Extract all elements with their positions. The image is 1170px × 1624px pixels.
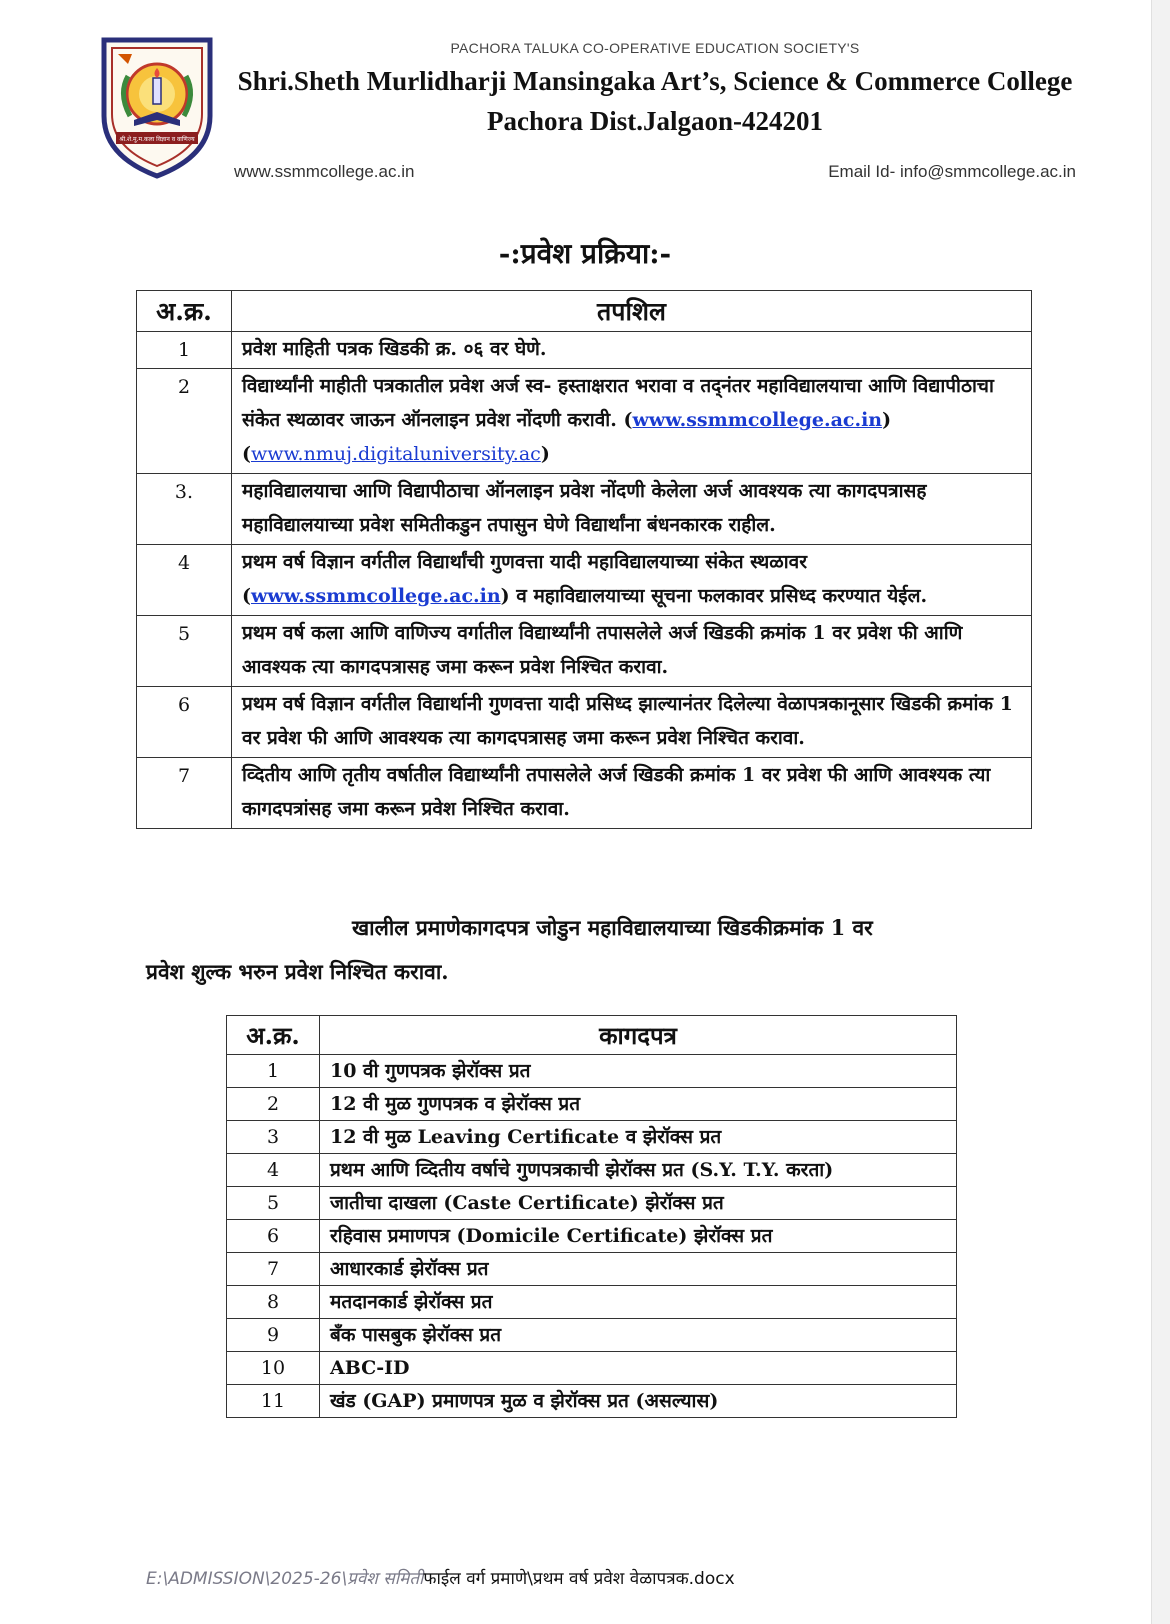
college-website-link[interactable]: www.ssmmcollege.ac.in xyxy=(632,409,883,431)
row-text: प्रथम वर्ष कला आणि वाणिज्य वर्गातील विद्यार्थ्यांनी तपासलेले अर्ज खिडकी क्रमांक 1 वर प्रवेश फी आणि आवश्यक त्या कागदपत्रासह जमा करून प्रवेश निश्चित करावा. xyxy=(232,616,1032,687)
admission-steps-table xyxy=(136,290,1032,829)
society-name: PACHORA TALUKA CO-OPERATIVE EDUCATION SOCIETY'S xyxy=(450,40,860,56)
email-address[interactable]: Email Id- info@smmcollege.ac.in xyxy=(828,162,1076,181)
row-number: 6 xyxy=(227,1220,320,1253)
college-logo xyxy=(98,32,216,182)
row-text-end: ) xyxy=(540,443,550,465)
row-text-mid: ) ( xyxy=(242,409,892,465)
table-row xyxy=(227,1385,957,1418)
table-row xyxy=(227,1220,957,1253)
row-text: बँक पासबुक झेरॉक्स प्रत xyxy=(320,1319,957,1352)
row-number: 5 xyxy=(137,616,232,687)
row-text-body: विद्यार्थ्यांनी माहीती पत्रकातील प्रवेश अर्ज स्व- हस्ताक्षरात भरावा व तद्नंतर महाविद्यालयाचा आणि विद्यापीठाचा संकेत स्थळावर जाऊन ऑनलाइन प्रवेश नोंदणी करावी. ( xyxy=(242,375,994,431)
table-row xyxy=(227,1088,957,1121)
svg-text:श्री.शे.मु.म.कला विज्ञान व वाण: श्री.शे.मु.म.कला विज्ञान व वाणिज्य xyxy=(119,136,195,143)
row-number: 11 xyxy=(227,1385,320,1418)
instruction-line-2: प्रवेश शुल्क भरुन प्रवेश निश्चित करावा. xyxy=(146,959,449,984)
row-number: 10 xyxy=(227,1352,320,1385)
row-text: व्दितीय आणि तृतीय वर्षातील विद्यार्थ्यांनी तपासलेले अर्ज खिडकी क्रमांक 1 वर प्रवेश फी आणि आवश्यक त्या कागदपत्रांसह जमा करून प्रवेश निश्चित करावा. xyxy=(232,758,1032,829)
table-row xyxy=(227,1253,957,1286)
col-header-details: तपशिल xyxy=(232,291,1032,332)
table-row xyxy=(227,1121,957,1154)
col-header-serial: अ.क्र. xyxy=(137,291,232,332)
college-website-link[interactable]: www.ssmmcollege.ac.in xyxy=(251,585,501,607)
col-header-serial: अ.क्र. xyxy=(227,1016,320,1055)
table-row xyxy=(227,1319,957,1352)
row-number: 3. xyxy=(137,474,232,545)
row-text: आधारकार्ड झेरॉक्स प्रत xyxy=(320,1253,957,1286)
table-row xyxy=(137,616,1032,687)
college-name: Shri.Sheth Murlidharji Mansingaka Art’s, Science & Commerce College xyxy=(237,66,1073,96)
row-number: 6 xyxy=(137,687,232,758)
table-row xyxy=(137,545,1032,616)
row-text-body: प्रथम वर्ष विज्ञान वर्गतील विद्यार्थांची गुणवत्ता यादी महाविद्यालयाच्या संकेत स्थळावर ( xyxy=(242,551,807,607)
table-row xyxy=(227,1352,957,1385)
row-text: 12 वी मुळ गुणपत्रक व झेरॉक्स प्रत xyxy=(320,1088,957,1121)
row-text-end: ) व महाविद्यालयाच्या सूचना फलकावर प्रसिध्द करण्यात येईल. xyxy=(500,585,928,607)
table-row xyxy=(227,1055,957,1088)
row-text: खंड (GAP) प्रमाणपत्र मुळ व झेरॉक्स प्रत (असल्यास) xyxy=(320,1385,957,1418)
row-number: 7 xyxy=(227,1253,320,1286)
college-address: Pachora Dist.Jalgaon-424201 xyxy=(487,106,823,136)
row-text: ABC-ID xyxy=(320,1352,957,1385)
university-website-link[interactable]: www.nmuj.digitaluniversity.ac xyxy=(251,443,541,465)
row-text: 12 वी मुळ Leaving Certificate व झेरॉक्स प्रत xyxy=(320,1121,957,1154)
instruction-line-1: खालील प्रमाणेकागदपत्र जोडुन महाविद्यालयाच्या खिडकीक्रमांक 1 वर xyxy=(352,915,873,940)
row-number: 5 xyxy=(227,1187,320,1220)
row-text: प्रथम आणि व्दितीय वर्षाचे गुणपत्रकाची झेरॉक्स प्रत (S.Y. T.Y. करता) xyxy=(320,1154,957,1187)
documents-table xyxy=(226,1015,957,1418)
table-row xyxy=(137,369,1032,474)
table-row xyxy=(137,687,1032,758)
row-number: 4 xyxy=(227,1154,320,1187)
row-number: 2 xyxy=(137,369,232,474)
table-row xyxy=(137,758,1032,829)
row-text: मतदानकार्ड झेरॉक्स प्रत xyxy=(320,1286,957,1319)
row-number: 1 xyxy=(227,1055,320,1088)
row-text: 10 वी गुणपत्रक झेरॉक्स प्रत xyxy=(320,1055,957,1088)
table-header-row xyxy=(227,1016,957,1055)
table-row xyxy=(227,1286,957,1319)
file-path-prefix: E:\ADMISSION\2025-26\प्रवेश समिती xyxy=(146,1569,424,1589)
footer-file-path xyxy=(146,1566,735,1589)
row-text: प्रवेश माहिती पत्रक खिडकी क्र. ०६ वर घेणे. xyxy=(232,332,1032,369)
table-row xyxy=(227,1154,957,1187)
website-link[interactable]: www.ssmmcollege.ac.in xyxy=(234,162,415,181)
page-title: -:प्रवेश प्रक्रिया:- xyxy=(498,237,672,270)
row-number: 4 xyxy=(137,545,232,616)
row-number: 9 xyxy=(227,1319,320,1352)
row-number: 8 xyxy=(227,1286,320,1319)
row-text: प्रथम वर्ष विज्ञान वर्गतील विद्यार्थानी गुणवत्ता यादी प्रसिध्द झाल्यानंतर दिलेल्या वेळापत्रकानूसार खिडकी क्रमांक 1 वर प्रवेश फी आणि आवश्यक त्या कागदपत्रासह जमा करून प्रवेश निश्चित करावा. xyxy=(232,687,1032,758)
row-number: 7 xyxy=(137,758,232,829)
row-text: जातीचा दाखला (Caste Certificate) झेरॉक्स प्रत xyxy=(320,1187,957,1220)
file-path-rest: फाईल वर्ग प्रमाणे\प्रथम वर्ष प्रवेश वेळापत्रक.docx xyxy=(423,1569,735,1589)
row-number: 3 xyxy=(227,1121,320,1154)
col-header-documents: कागदपत्र xyxy=(320,1016,957,1055)
table-row xyxy=(137,474,1032,545)
row-number: 1 xyxy=(137,332,232,369)
row-text: महाविद्यालयाचा आणि विद्यापीठाचा ऑनलाइन प्रवेश नोंदणी केलेला अर्ज आवश्यक त्या कागदपत्रासह महाविद्यालयाच्या प्रवेश समितीकडुन तपासुन घेणे विद्यार्थांना बंधनकारक राहील. xyxy=(232,474,1032,545)
row-text: रहिवास प्रमाणपत्र (Domicile Certificate) झेरॉक्स प्रत xyxy=(320,1220,957,1253)
row-text xyxy=(232,545,1032,616)
table-header-row xyxy=(137,291,1032,332)
table-row xyxy=(227,1187,957,1220)
table-row xyxy=(137,332,1032,369)
row-text xyxy=(232,369,1032,474)
row-number: 2 xyxy=(227,1088,320,1121)
